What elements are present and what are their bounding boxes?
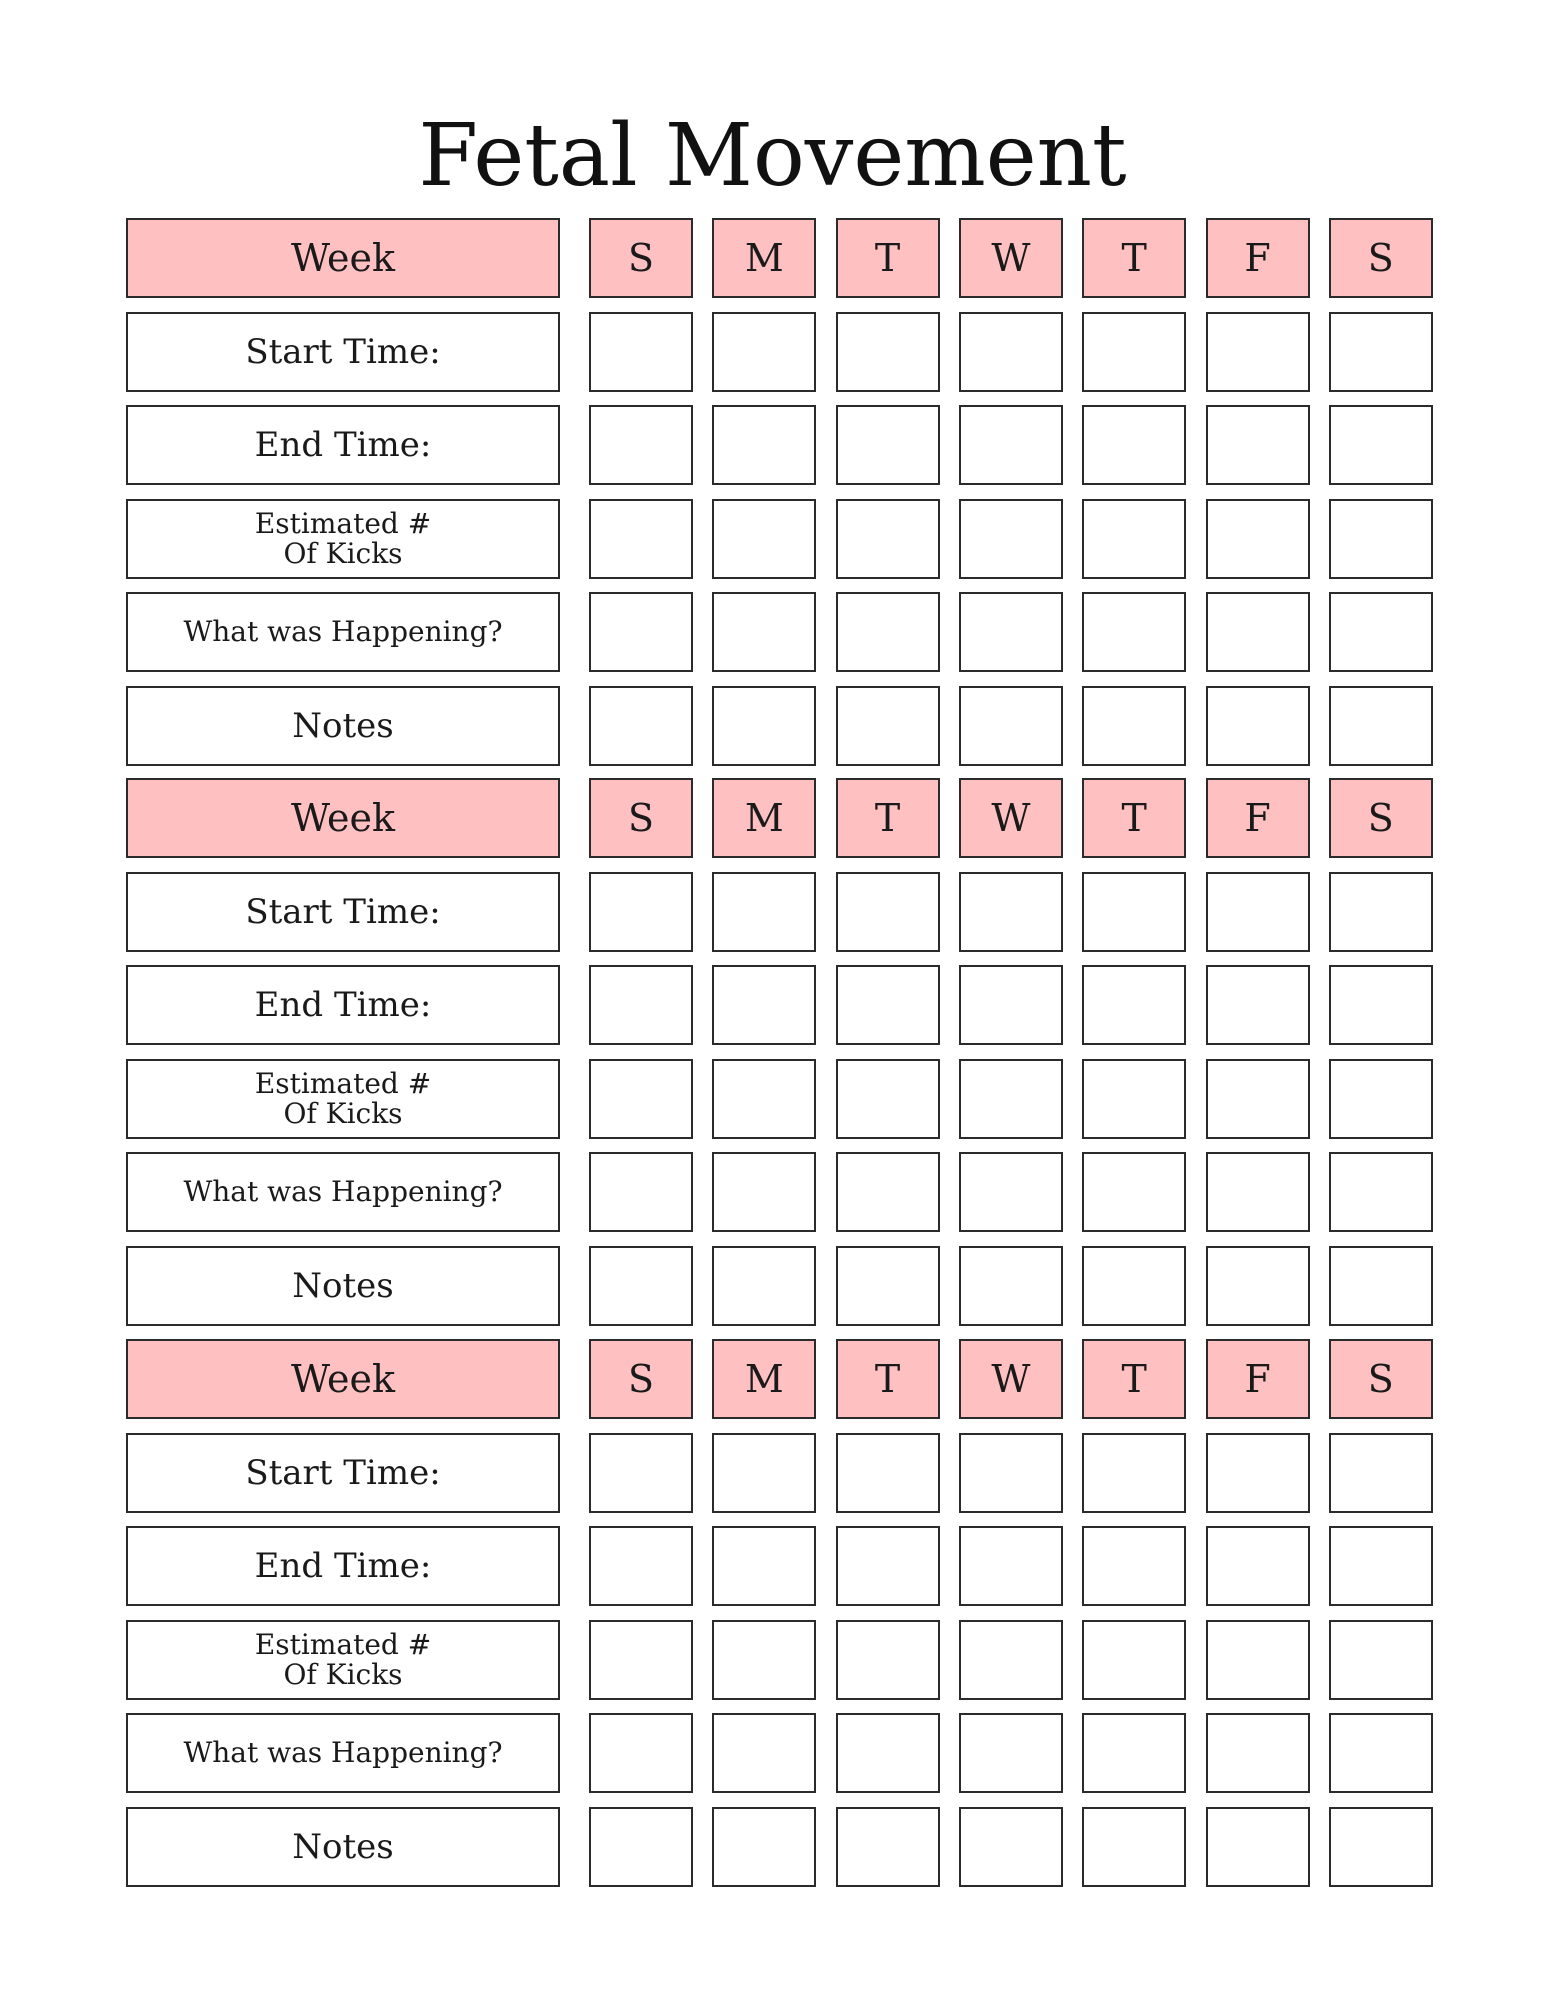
entry-cell-1-1-3[interactable] xyxy=(836,312,940,392)
row-label-text: What was Happening? xyxy=(183,1175,503,1208)
day-header-3-4 xyxy=(959,1339,1063,1419)
row-label-text: Notes xyxy=(292,705,394,746)
day-header-1-2-text: M xyxy=(744,236,784,280)
row-label-text: Estimated # Of Kicks xyxy=(254,506,432,570)
page-title: Fetal Movement xyxy=(418,106,1127,206)
entry-cell-1-1-7[interactable] xyxy=(1329,312,1433,392)
day-header-3-5 xyxy=(1082,1339,1186,1419)
entry-cell-3-1-5[interactable] xyxy=(1082,1433,1186,1513)
row-label-2-5 xyxy=(126,1246,560,1326)
day-header-3-6 xyxy=(1206,1339,1310,1419)
entry-cell-3-5-5[interactable] xyxy=(1082,1807,1186,1887)
row-label-2-1 xyxy=(126,872,560,952)
entry-cell-1-4-3[interactable] xyxy=(836,592,940,672)
entry-cell-2-1-5[interactable] xyxy=(1082,872,1186,952)
entry-cell-2-3-5[interactable] xyxy=(1082,1059,1186,1139)
entry-cell-2-2-2[interactable] xyxy=(712,965,816,1045)
entry-cell-3-3-1[interactable] xyxy=(589,1620,693,1700)
entry-cell-2-1-7[interactable] xyxy=(1329,872,1433,952)
entry-cell-1-2-5[interactable] xyxy=(1082,405,1186,485)
entry-cell-2-1-6[interactable] xyxy=(1206,872,1310,952)
entry-cell-1-1-2[interactable] xyxy=(712,312,816,392)
week-header-2 xyxy=(126,778,560,858)
entry-cell-2-3-4[interactable] xyxy=(959,1059,1063,1139)
week-header-1 xyxy=(126,218,560,298)
row-label-3-3 xyxy=(126,1620,560,1700)
entry-cell-1-3-6[interactable] xyxy=(1206,499,1310,579)
day-header-2-2-text: M xyxy=(744,796,784,840)
entry-cell-3-5-3[interactable] xyxy=(836,1807,940,1887)
day-header-2-4 xyxy=(959,778,1063,858)
row-label-text: Start Time: xyxy=(245,891,441,932)
entry-cell-1-4-6[interactable] xyxy=(1206,592,1310,672)
entry-cell-3-5-4[interactable] xyxy=(959,1807,1063,1887)
entry-cell-3-3-6[interactable] xyxy=(1206,1620,1310,1700)
day-header-2-5 xyxy=(1082,778,1186,858)
entry-cell-2-5-6[interactable] xyxy=(1206,1246,1310,1326)
entry-cell-1-4-5[interactable] xyxy=(1082,592,1186,672)
day-header-1-3 xyxy=(836,218,940,298)
entry-cell-3-4-3[interactable] xyxy=(836,1713,940,1793)
week-header-2-text: Week xyxy=(291,796,395,840)
day-header-3-3-text: T xyxy=(874,1357,901,1401)
entry-cell-3-4-4[interactable] xyxy=(959,1713,1063,1793)
entry-cell-1-4-2[interactable] xyxy=(712,592,816,672)
day-header-2-7 xyxy=(1329,778,1433,858)
entry-cell-3-1-1[interactable] xyxy=(589,1433,693,1513)
entry-cell-2-5-1[interactable] xyxy=(589,1246,693,1326)
day-header-2-3 xyxy=(836,778,940,858)
row-label-text: What was Happening? xyxy=(183,1736,503,1769)
entry-cell-1-2-4[interactable] xyxy=(959,405,1063,485)
entry-cell-2-5-7[interactable] xyxy=(1329,1246,1433,1326)
entry-cell-1-2-7[interactable] xyxy=(1329,405,1433,485)
entry-cell-3-3-3[interactable] xyxy=(836,1620,940,1700)
row-label-1-1 xyxy=(126,312,560,392)
day-header-3-2 xyxy=(712,1339,816,1419)
entry-cell-2-4-6[interactable] xyxy=(1206,1152,1310,1232)
entry-cell-3-4-5[interactable] xyxy=(1082,1713,1186,1793)
day-header-1-5-text: T xyxy=(1121,236,1147,280)
row-label-text: Notes xyxy=(292,1826,394,1867)
entry-cell-3-2-5[interactable] xyxy=(1082,1526,1186,1606)
entry-cell-3-3-4[interactable] xyxy=(959,1620,1063,1700)
entry-cell-2-2-3[interactable] xyxy=(836,965,940,1045)
row-label-1-2 xyxy=(126,405,560,485)
entry-cell-2-4-5[interactable] xyxy=(1082,1152,1186,1232)
entry-cell-1-2-2[interactable] xyxy=(712,405,816,485)
entry-cell-3-1-6[interactable] xyxy=(1206,1433,1310,1513)
entry-cell-2-2-4[interactable] xyxy=(959,965,1063,1045)
entry-cell-3-3-7[interactable] xyxy=(1329,1620,1433,1700)
entry-cell-1-5-5[interactable] xyxy=(1082,686,1186,766)
day-header-3-4-text: W xyxy=(991,1357,1031,1401)
day-header-1-2 xyxy=(712,218,816,298)
entry-cell-3-2-3[interactable] xyxy=(836,1526,940,1606)
entry-cell-3-4-6[interactable] xyxy=(1206,1713,1310,1793)
entry-cell-2-3-7[interactable] xyxy=(1329,1059,1433,1139)
day-header-2-3-text: T xyxy=(874,796,901,840)
entry-cell-3-1-4[interactable] xyxy=(959,1433,1063,1513)
row-label-text: Estimated # Of Kicks xyxy=(254,1627,432,1691)
entry-cell-2-3-2[interactable] xyxy=(712,1059,816,1139)
week-header-3 xyxy=(126,1339,560,1419)
entry-cell-2-2-5[interactable] xyxy=(1082,965,1186,1045)
entry-cell-2-5-5[interactable] xyxy=(1082,1246,1186,1326)
entry-cell-2-2-6[interactable] xyxy=(1206,965,1310,1045)
day-header-1-6-text: F xyxy=(1244,236,1271,280)
entry-cell-3-2-2[interactable] xyxy=(712,1526,816,1606)
entry-cell-3-5-1[interactable] xyxy=(589,1807,693,1887)
day-header-1-3-text: T xyxy=(874,236,901,280)
row-label-text: Start Time: xyxy=(245,331,441,372)
entry-cell-2-1-4[interactable] xyxy=(959,872,1063,952)
row-label-text: What was Happening? xyxy=(183,615,503,648)
entry-cell-1-5-7[interactable] xyxy=(1329,686,1433,766)
row-label-2-4 xyxy=(126,1152,560,1232)
day-header-3-2-text: M xyxy=(744,1357,784,1401)
row-label-text: End Time: xyxy=(254,985,432,1025)
entry-cell-3-1-2[interactable] xyxy=(712,1433,816,1513)
entry-cell-1-1-1[interactable] xyxy=(589,312,693,392)
entry-cell-1-1-5[interactable] xyxy=(1082,312,1186,392)
row-label-2-3 xyxy=(126,1059,560,1139)
entry-cell-1-4-4[interactable] xyxy=(959,592,1063,672)
entry-cell-2-5-3[interactable] xyxy=(836,1246,940,1326)
entry-cell-2-5-2[interactable] xyxy=(712,1246,816,1326)
entry-cell-2-4-4[interactable] xyxy=(959,1152,1063,1232)
day-header-1-5 xyxy=(1082,218,1186,298)
entry-cell-3-3-5[interactable] xyxy=(1082,1620,1186,1700)
day-header-3-1-text: S xyxy=(627,1357,655,1401)
entry-cell-3-1-3[interactable] xyxy=(836,1433,940,1513)
day-header-2-2 xyxy=(712,778,816,858)
entry-cell-1-3-2[interactable] xyxy=(712,499,816,579)
row-label-text: Start Time: xyxy=(245,1452,441,1493)
entry-cell-3-1-7[interactable] xyxy=(1329,1433,1433,1513)
entry-cell-1-3-5[interactable] xyxy=(1082,499,1186,579)
entry-cell-1-5-6[interactable] xyxy=(1206,686,1310,766)
row-label-3-1 xyxy=(126,1433,560,1513)
entry-cell-1-3-1[interactable] xyxy=(589,499,693,579)
entry-cell-1-3-3[interactable] xyxy=(836,499,940,579)
day-header-1-6 xyxy=(1206,218,1310,298)
day-header-2-6 xyxy=(1206,778,1310,858)
entry-cell-1-5-1[interactable] xyxy=(589,686,693,766)
row-label-text: End Time: xyxy=(254,425,432,465)
entry-cell-3-2-7[interactable] xyxy=(1329,1526,1433,1606)
row-label-1-3 xyxy=(126,499,560,579)
entry-cell-1-5-4[interactable] xyxy=(959,686,1063,766)
entry-cell-3-2-6[interactable] xyxy=(1206,1526,1310,1606)
row-label-1-5 xyxy=(126,686,560,766)
entry-cell-1-1-4[interactable] xyxy=(959,312,1063,392)
entry-cell-3-4-7[interactable] xyxy=(1329,1713,1433,1793)
entry-cell-1-1-6[interactable] xyxy=(1206,312,1310,392)
entry-cell-1-2-3[interactable] xyxy=(836,405,940,485)
day-header-1-1-text: S xyxy=(627,236,655,280)
entry-cell-2-3-1[interactable] xyxy=(589,1059,693,1139)
week-header-3-text: Week xyxy=(291,1357,395,1401)
entry-cell-3-5-2[interactable] xyxy=(712,1807,816,1887)
day-header-3-7 xyxy=(1329,1339,1433,1419)
entry-cell-1-5-2[interactable] xyxy=(712,686,816,766)
day-header-2-7-text: S xyxy=(1367,796,1394,840)
day-header-3-3 xyxy=(836,1339,940,1419)
entry-cell-2-1-1[interactable] xyxy=(589,872,693,952)
day-header-3-6-text: F xyxy=(1244,1357,1271,1401)
day-header-3-5-text: T xyxy=(1121,1357,1147,1401)
entry-cell-2-2-1[interactable] xyxy=(589,965,693,1045)
entry-cell-2-3-3[interactable] xyxy=(836,1059,940,1139)
row-label-2-2 xyxy=(126,965,560,1045)
entry-cell-2-5-4[interactable] xyxy=(959,1246,1063,1326)
entry-cell-2-1-3[interactable] xyxy=(836,872,940,952)
day-header-1-7 xyxy=(1329,218,1433,298)
day-header-3-1 xyxy=(589,1339,693,1419)
entry-cell-3-2-1[interactable] xyxy=(589,1526,693,1606)
entry-cell-2-4-1[interactable] xyxy=(589,1152,693,1232)
day-header-1-7-text: S xyxy=(1367,236,1394,280)
row-label-3-5 xyxy=(126,1807,560,1887)
day-header-1-1 xyxy=(589,218,693,298)
row-label-text: End Time: xyxy=(254,1546,432,1586)
row-label-1-4 xyxy=(126,592,560,672)
day-header-1-4-text: W xyxy=(991,236,1031,280)
entry-cell-3-3-2[interactable] xyxy=(712,1620,816,1700)
entry-cell-3-5-6[interactable] xyxy=(1206,1807,1310,1887)
entry-cell-3-2-4[interactable] xyxy=(959,1526,1063,1606)
entry-cell-2-2-7[interactable] xyxy=(1329,965,1433,1045)
row-label-text: Estimated # Of Kicks xyxy=(254,1066,432,1130)
entry-cell-3-5-7[interactable] xyxy=(1329,1807,1433,1887)
entry-cell-1-2-6[interactable] xyxy=(1206,405,1310,485)
entry-cell-1-2-1[interactable] xyxy=(589,405,693,485)
entry-cell-1-3-4[interactable] xyxy=(959,499,1063,579)
day-header-2-6-text: F xyxy=(1244,796,1271,840)
entry-cell-2-1-2[interactable] xyxy=(712,872,816,952)
day-header-2-4-text: W xyxy=(991,796,1031,840)
day-header-2-5-text: T xyxy=(1121,796,1147,840)
entry-cell-1-3-7[interactable] xyxy=(1329,499,1433,579)
row-label-3-2 xyxy=(126,1526,560,1606)
entry-cell-1-4-7[interactable] xyxy=(1329,592,1433,672)
entry-cell-2-4-7[interactable] xyxy=(1329,1152,1433,1232)
entry-cell-1-5-3[interactable] xyxy=(836,686,940,766)
entry-cell-1-4-1[interactable] xyxy=(589,592,693,672)
entry-cell-2-4-3[interactable] xyxy=(836,1152,940,1232)
day-header-2-1-text: S xyxy=(627,796,655,840)
entry-cell-2-3-6[interactable] xyxy=(1206,1059,1310,1139)
day-header-2-1 xyxy=(589,778,693,858)
week-header-1-text: Week xyxy=(291,236,395,280)
entry-cell-3-4-1[interactable] xyxy=(589,1713,693,1793)
row-label-3-4 xyxy=(126,1713,560,1793)
row-label-text: Notes xyxy=(292,1265,394,1306)
day-header-3-7-text: S xyxy=(1367,1357,1394,1401)
entry-cell-3-4-2[interactable] xyxy=(712,1713,816,1793)
day-header-1-4 xyxy=(959,218,1063,298)
entry-cell-2-4-2[interactable] xyxy=(712,1152,816,1232)
